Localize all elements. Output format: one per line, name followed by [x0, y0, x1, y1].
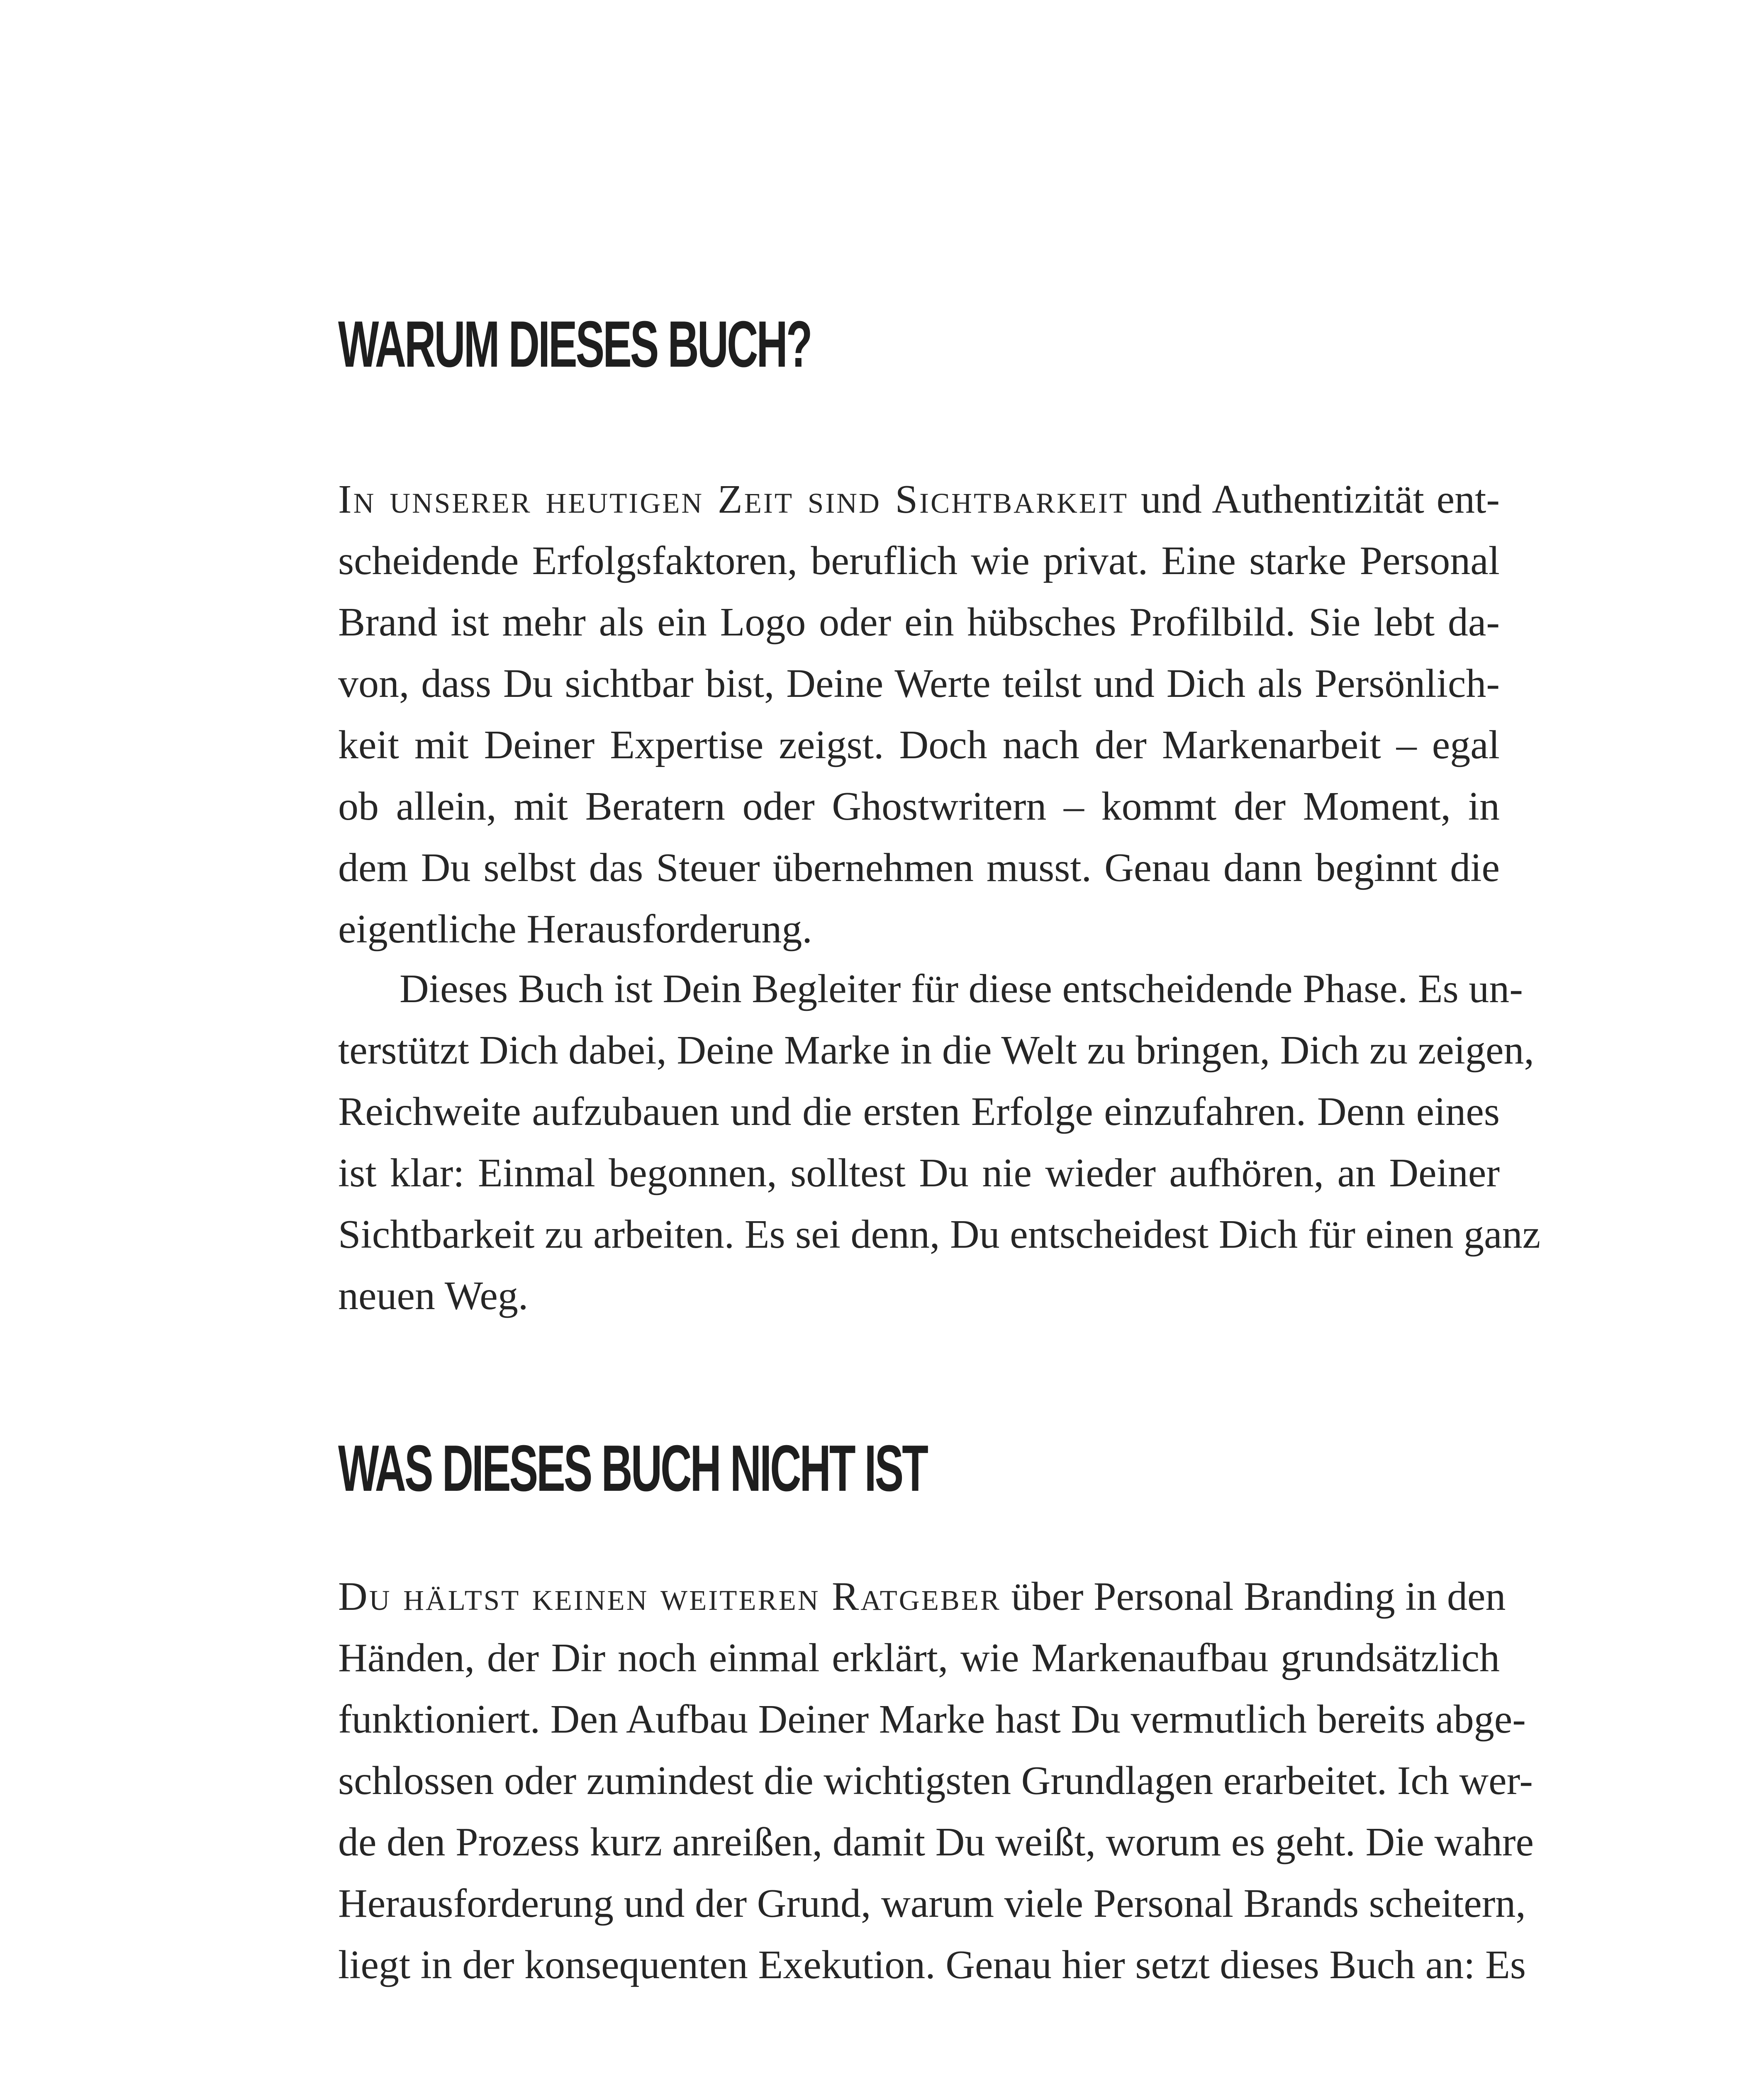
- text-line: eigentliche Herausforderung.: [338, 907, 812, 952]
- paragraph-not-a-guide: [338, 1566, 1534, 1996]
- text-line: schlossen oder zumindest die wichtigsten Grundlagen erarbeitet. Ich wer-: [338, 1758, 1533, 1803]
- text-line: Brand ist mehr als ein Logo oder ein hübsches Profilbild. Sie lebt da-: [338, 600, 1500, 645]
- text-line: dem Du selbst das Steuer übernehmen musst. Genau dann beginnt die: [338, 845, 1500, 890]
- text-line: Sichtbarkeit zu arbeiten. Es sei denn, Du entscheidest Dich für einen ganz: [338, 1212, 1541, 1257]
- text-line: In unserer heutigen Zeit sind Sichtbarkeit und Authentizität ent-: [338, 477, 1500, 522]
- text-line: Händen, der Dir noch einmal erklärt, wie Markenaufbau grundsätzlich: [338, 1636, 1500, 1680]
- text-line: von, dass Du sichtbar bist, Deine Werte teilst und Dich als Persönlich-: [338, 661, 1500, 706]
- section-heading-was-nicht: WAS DIESES BUCH NICHT IST: [338, 1432, 927, 1505]
- text-line: ob allein, mit Beratern oder Ghostwritern – kommt der Moment, in: [338, 784, 1500, 829]
- paragraph-intro: [338, 469, 1500, 960]
- text-line: terstützt Dich dabei, Deine Marke in die Welt zu bringen, Dich zu zeigen,: [338, 1028, 1535, 1073]
- text-line: neuen Weg.: [338, 1273, 529, 1318]
- text-line: Dieses Buch ist Dein Begleiter für diese entscheidende Phase. Es un-: [400, 966, 1523, 1011]
- text-line: Du hältst keinen weiteren Ratgeber über Personal Branding in den: [338, 1574, 1506, 1619]
- text-line: Herausforderung und der Grund, warum viele Personal Brands scheitern,: [338, 1881, 1526, 1926]
- text-line: funktioniert. Den Aufbau Deiner Marke hast Du vermutlich bereits abge-: [338, 1697, 1526, 1742]
- section-heading-warum: WARUM DIESES BUCH?: [338, 308, 811, 381]
- text-line: scheidende Erfolgsfaktoren, beruflich wie privat. Eine starke Personal: [338, 538, 1500, 583]
- paragraph-companion: [338, 958, 1541, 1327]
- text-line: liegt in der konsequenten Exekution. Genau hier setzt dieses Buch an: Es: [338, 1943, 1526, 1987]
- text-line: ist klar: Einmal begonnen, solltest Du nie wieder aufhören, an Deiner: [338, 1151, 1500, 1195]
- text-line: keit mit Deiner Expertise zeigst. Doch nach der Markenarbeit – egal: [338, 723, 1500, 767]
- small-caps-lead: Du hältst keinen weiteren Ratgeber: [338, 1574, 1001, 1619]
- text-line: de den Prozess kurz anreißen, damit Du weißt, worum es geht. Die wahre: [338, 1820, 1534, 1865]
- small-caps-lead: In unserer heutigen Zeit sind Sichtbarkeit: [338, 477, 1129, 522]
- text-line: Reichweite aufzubauen und die ersten Erfolge einzufahren. Denn eines: [338, 1089, 1500, 1134]
